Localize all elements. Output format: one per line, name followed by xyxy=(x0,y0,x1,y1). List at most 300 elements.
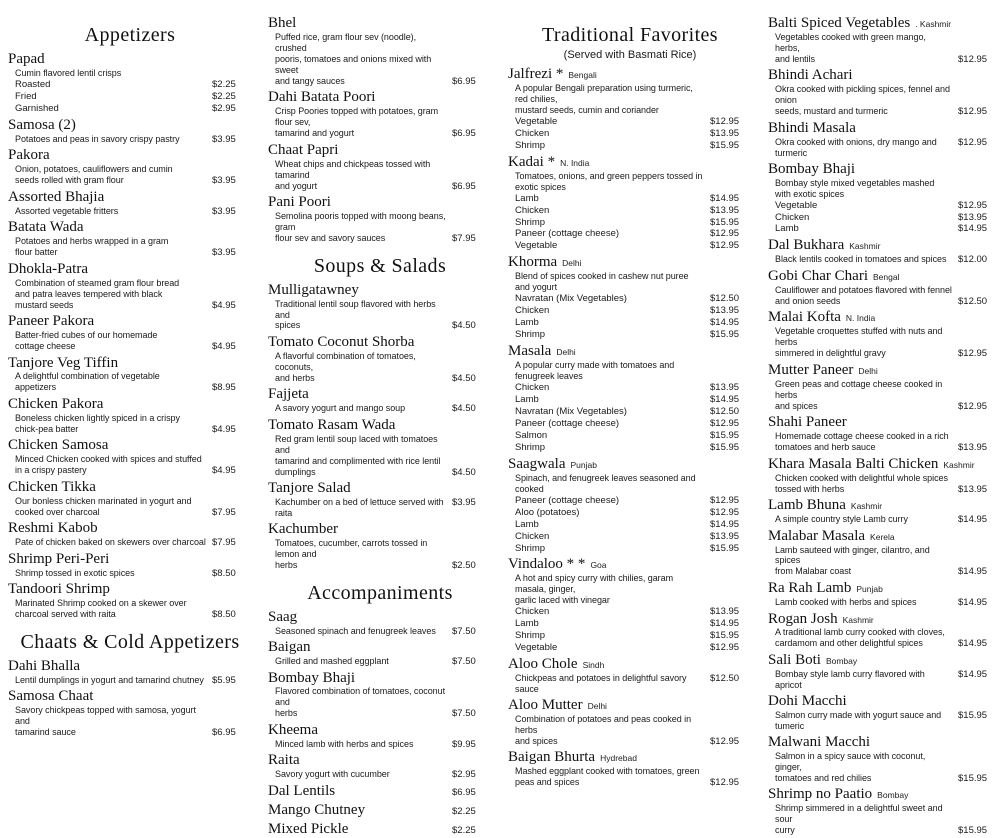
menu-item-description: Our bonless chicken marinated in yogurt and xyxy=(15,495,192,506)
menu-item-option-label: Navratan (Mix Vegetables) xyxy=(515,405,627,417)
menu-item[interactable] xyxy=(768,267,1000,307)
menu-item-description-row xyxy=(268,351,492,373)
menu-item-option-row[interactable] xyxy=(508,430,752,442)
menu-item-title-wrap xyxy=(768,785,908,803)
menu-item[interactable] xyxy=(508,253,752,341)
menu-item-description-row xyxy=(768,473,1000,484)
menu-item-option-row[interactable] xyxy=(508,406,752,418)
menu-item-option-price: $12.95 xyxy=(710,240,740,252)
menu-item-description: herbs xyxy=(275,708,298,719)
menu-item[interactable] xyxy=(508,342,752,454)
menu-item-description-row xyxy=(268,32,492,54)
menu-item-option-row[interactable] xyxy=(508,217,752,229)
menu-item-name: Gobi Char Chari xyxy=(768,267,868,284)
menu-item-description: pooris, tomatoes and onions mixed with sweet xyxy=(275,53,432,75)
menu-item-title-row xyxy=(268,751,492,769)
menu-item-description-row xyxy=(8,382,252,394)
menu-item-option-row[interactable] xyxy=(508,240,752,252)
menu-item-name: Bhindi Masala xyxy=(768,119,856,136)
menu-item-price: $7.95 xyxy=(212,506,236,518)
menu-item-price: $3.95 xyxy=(212,205,236,217)
menu-item-title-row xyxy=(268,141,492,159)
menu-section xyxy=(268,14,492,245)
menu-item-description: Flavored combination of tomatoes, coconut and xyxy=(275,686,446,708)
menu-item[interactable] xyxy=(268,520,492,571)
menu-item-description: A hot and spicy curry with chilies, garam masala, ginger, xyxy=(515,573,674,595)
menu-item-name: Shrimp no Paatio xyxy=(768,786,873,803)
menu-item-name: Tomato Rasam Wada xyxy=(268,416,396,433)
menu-item-price: $4.95 xyxy=(212,423,236,435)
menu-item-description-row xyxy=(268,626,492,638)
menu-item-price: $4.95 xyxy=(212,299,236,311)
menu-item-option-row[interactable] xyxy=(508,543,752,555)
menu-item-description-row xyxy=(768,137,1000,159)
menu-item-price: $7.95 xyxy=(212,537,236,549)
menu-item-option-row[interactable] xyxy=(508,329,752,341)
menu-item-option-row[interactable] xyxy=(508,418,752,430)
menu-item-title-row xyxy=(268,385,492,403)
menu-item-description: flour sev and savory sauces xyxy=(275,233,386,244)
menu-item-description: Mashed eggplant cooked with tomatoes, green xyxy=(515,766,700,777)
menu-item[interactable] xyxy=(768,733,1000,784)
menu-item[interactable] xyxy=(768,651,1000,691)
menu-item-description: tomatoes and herb sauce xyxy=(775,442,876,453)
menu-item-name: Kachumber xyxy=(268,521,338,538)
menu-item-name: Fajjeta xyxy=(268,386,309,403)
menu-item-option-row[interactable] xyxy=(508,305,752,317)
menu-item[interactable] xyxy=(268,751,492,780)
menu-item[interactable] xyxy=(768,455,1000,495)
menu-item-title-row xyxy=(268,333,492,351)
menu-item-price: $4.95 xyxy=(212,340,236,352)
menu-item-description-row xyxy=(768,326,1000,348)
menu-item-description-row xyxy=(508,766,752,777)
menu-item-option-row[interactable] xyxy=(508,140,752,152)
menu-item[interactable] xyxy=(8,478,252,518)
menu-item-price: $4.95 xyxy=(212,465,236,477)
menu-item-option-price: $14.95 xyxy=(710,393,740,405)
menu-item-name: Tomato Coconut Shorba xyxy=(268,334,415,351)
menu-item-title-row xyxy=(268,721,492,739)
menu-item-title-row xyxy=(508,342,752,360)
menu-item-description: mustard seeds, cumin and coriander xyxy=(515,104,659,115)
menu-item-description: Vegetables cooked with green mango, herbs, xyxy=(775,31,926,53)
menu-item-title-row xyxy=(768,236,1000,254)
menu-item-name: Baigan xyxy=(268,639,311,656)
menu-item-title-wrap xyxy=(268,88,375,106)
menu-item-option-label: Chicken xyxy=(515,381,550,393)
menu-item-price: $13.95 xyxy=(958,442,988,454)
menu-item-option-row[interactable] xyxy=(768,200,1000,212)
menu-item-description-row xyxy=(768,638,1000,650)
menu-item[interactable] xyxy=(508,696,752,747)
menu-item-title-wrap xyxy=(508,555,607,573)
menu-item-option-label: Shrimp xyxy=(515,630,546,642)
menu-column-2 xyxy=(260,14,500,837)
menu-item-title-row xyxy=(268,416,492,434)
menu-item-region: Delhi xyxy=(556,347,576,358)
menu-item-description: simmered in delightful gravy xyxy=(775,348,886,359)
menu-item[interactable] xyxy=(768,236,1000,265)
menu-item[interactable] xyxy=(8,146,252,186)
menu-item-name: Samosa Chaat xyxy=(8,688,94,705)
menu-item-description-row xyxy=(768,803,1000,825)
menu-item-title-wrap xyxy=(768,66,853,84)
menu-item-name: Batata Wada xyxy=(8,219,84,236)
menu-item-option-row[interactable] xyxy=(508,442,752,454)
menu-item-description: garlic laced with vinegar xyxy=(515,595,610,606)
menu-item-description: A savory yogurt and mango soup xyxy=(275,403,406,414)
menu-item-title-row xyxy=(768,651,1000,669)
menu-item-description-row xyxy=(508,573,752,595)
menu-item-title-wrap xyxy=(508,748,637,766)
menu-item[interactable] xyxy=(268,141,492,192)
menu-item-description: herbs xyxy=(275,560,298,571)
menu-item-title-row xyxy=(768,308,1000,326)
menu-item-title-wrap xyxy=(268,193,331,211)
menu-item[interactable] xyxy=(268,88,492,139)
menu-item[interactable] xyxy=(768,308,1000,359)
menu-item-name: Kadai * xyxy=(508,153,556,170)
menu-item[interactable] xyxy=(8,312,252,352)
menu-item-name: Lamb Bhuna xyxy=(768,497,846,514)
menu-item[interactable] xyxy=(768,692,1000,732)
menu-item-option-label: Shrimp xyxy=(515,216,546,228)
menu-item-price: $12.95 xyxy=(958,106,988,118)
menu-item-description: tamarind sauce xyxy=(15,727,76,738)
menu-item-description: Potatoes and peas in savory crispy pastry xyxy=(15,133,180,144)
menu-item-price: $7.95 xyxy=(452,233,476,245)
menu-item-title-row xyxy=(8,478,252,496)
menu-item[interactable] xyxy=(268,721,492,750)
menu-item[interactable] xyxy=(268,333,492,384)
menu-item-option-row[interactable] xyxy=(508,128,752,140)
menu-item-option-label: Lamb xyxy=(515,192,539,204)
menu-item[interactable] xyxy=(768,160,1000,236)
menu-item[interactable] xyxy=(768,14,1000,65)
menu-item[interactable] xyxy=(8,354,252,394)
menu-item-description: cottage cheese xyxy=(15,340,76,351)
menu-item-title-wrap xyxy=(768,413,847,431)
menu-item-description-row xyxy=(268,467,492,479)
menu-item[interactable] xyxy=(8,116,252,145)
menu-item-description-row xyxy=(8,454,252,465)
menu-item-option-row[interactable] xyxy=(768,223,1000,235)
menu-item-title-wrap xyxy=(768,496,882,514)
menu-item-option-label: Shrimp xyxy=(515,441,546,453)
menu-item-title-wrap xyxy=(768,308,875,326)
menu-item-description-row xyxy=(508,360,752,382)
menu-item[interactable] xyxy=(768,496,1000,525)
menu-item-description-row xyxy=(768,751,1000,773)
menu-item-description-row xyxy=(8,247,252,259)
menu-item-option-label: Lamb xyxy=(515,393,539,405)
menu-item-description: Boneless chicken lightly spiced in a crispy xyxy=(15,412,180,423)
menu-item-title-wrap xyxy=(268,721,318,739)
menu-item-title-row xyxy=(768,579,1000,597)
menu-item-title-row xyxy=(768,267,1000,285)
menu-item[interactable] xyxy=(8,395,252,435)
menu-item[interactable] xyxy=(8,218,252,258)
menu-item[interactable] xyxy=(8,550,252,579)
menu-item-description: tamarind and complimented with rice lentil xyxy=(275,455,441,466)
menu-item-description: Shrimp simmered in a delightful sweet and sour xyxy=(775,802,943,824)
menu-item-description: Green peas and cottage cheese cooked in herbs xyxy=(775,378,943,400)
menu-item-option-label: Chicken xyxy=(515,606,550,618)
menu-item-name: Saagwala xyxy=(508,455,566,472)
menu-item[interactable] xyxy=(268,669,492,720)
menu-item-title-wrap xyxy=(768,267,899,285)
menu-item-title-row xyxy=(8,580,252,598)
menu-item-option-row[interactable] xyxy=(508,507,752,519)
menu-item[interactable] xyxy=(508,153,752,253)
menu-item-description-row xyxy=(8,164,252,175)
menu-item-title-row xyxy=(508,253,752,271)
menu-item-option-label: Vegetable xyxy=(515,642,558,654)
menu-item-description-row xyxy=(8,537,252,549)
menu-item[interactable] xyxy=(8,50,252,115)
menu-item-option-row[interactable] xyxy=(8,103,252,115)
menu-item-option-row[interactable] xyxy=(8,79,252,91)
menu-item-option-row[interactable] xyxy=(508,293,752,305)
menu-item-region: N. India xyxy=(560,157,590,168)
menu-item-option-price: $12.50 xyxy=(710,405,740,417)
menu-item-title-wrap xyxy=(268,608,297,626)
menu-item-description-row xyxy=(768,597,1000,609)
menu-item-option-price: $13.95 xyxy=(710,381,740,393)
menu-item-title-wrap xyxy=(8,146,50,164)
menu-item-option-row[interactable] xyxy=(508,495,752,507)
menu-item[interactable] xyxy=(768,610,1000,650)
menu-item-price: $2.95 xyxy=(452,769,476,781)
menu-item[interactable] xyxy=(8,260,252,311)
menu-item[interactable] xyxy=(768,66,1000,117)
menu-item-description-row xyxy=(768,32,1000,54)
menu-item-price: $14.95 xyxy=(958,566,988,578)
menu-item-name: Malabar Masala xyxy=(768,527,866,544)
menu-item-option-label: Paneer (cottage cheese) xyxy=(515,494,620,506)
menu-item[interactable] xyxy=(268,782,492,800)
menu-item-price: $13.95 xyxy=(958,483,988,495)
menu-item-description: Seasoned spinach and fenugreek leaves xyxy=(275,625,436,636)
menu-item-option-price: $12.50 xyxy=(710,293,740,305)
menu-item-title-row xyxy=(268,520,492,538)
menu-item-description: Semolina pooris topped with moong beans, gram xyxy=(275,211,446,233)
menu-item-option-label: Shrimp xyxy=(515,329,546,341)
menu-item-option-price: $13.95 xyxy=(710,127,740,139)
menu-item-name: Mixed Pickle xyxy=(268,820,349,837)
menu-item-description: Pate of chicken baked on skewers over charcoal xyxy=(15,537,206,548)
menu-item-description: Batter-fried cubes of our homemade xyxy=(15,329,158,340)
menu-item-description-row xyxy=(8,341,252,353)
menu-item-description: and tangy sauces xyxy=(275,75,345,86)
menu-item[interactable] xyxy=(8,188,252,217)
menu-item-title-wrap xyxy=(768,733,870,751)
menu-item[interactable] xyxy=(508,748,752,788)
menu-item-option-row[interactable] xyxy=(508,116,752,128)
menu-item-description-row xyxy=(768,669,1000,691)
menu-item-description: charcoal served with raita xyxy=(15,609,116,620)
menu-item-option-row[interactable] xyxy=(508,630,752,642)
menu-item-description-row xyxy=(768,442,1000,454)
menu-item-option-price: $13.95 xyxy=(710,606,740,618)
menu-item-name: Khara Masala Balti Chicken xyxy=(768,455,939,472)
menu-item-name: Bhel xyxy=(268,15,297,31)
menu-item-option-price: $12.95 xyxy=(710,642,740,654)
menu-item-option-label: Chicken xyxy=(515,204,550,216)
menu-item-price: $12.00 xyxy=(958,254,988,266)
menu-item[interactable] xyxy=(508,555,752,654)
menu-item-price: $8.95 xyxy=(212,382,236,394)
menu-item[interactable] xyxy=(8,687,252,738)
menu-item[interactable] xyxy=(768,361,1000,412)
menu-item-option-price: $13.95 xyxy=(710,204,740,216)
menu-item-description: chick-pea batter xyxy=(15,423,79,434)
section-subheading: (Served with Basmati Rice) xyxy=(563,49,697,61)
menu-item-name: Dhokla-Patra xyxy=(8,260,88,277)
menu-item-option-row[interactable] xyxy=(508,531,752,543)
menu-item[interactable] xyxy=(268,385,492,414)
menu-item-option-row[interactable] xyxy=(508,193,752,205)
menu-item-title-row xyxy=(268,88,492,106)
menu-item-option-price: $13.95 xyxy=(710,530,740,542)
menu-item-title-row xyxy=(508,655,752,673)
menu-section xyxy=(768,14,1000,837)
menu-item[interactable] xyxy=(268,193,492,244)
menu-item-description-row xyxy=(8,206,252,218)
menu-item[interactable] xyxy=(268,820,492,838)
menu-item[interactable] xyxy=(8,519,252,548)
menu-item-description: A popular curry made with tomatoes and fenugreek leaves xyxy=(515,360,675,381)
menu-item[interactable] xyxy=(268,608,492,637)
menu-item-description: Cumin flavored lentil crisps xyxy=(15,67,122,78)
menu-item-title-wrap xyxy=(508,253,582,271)
menu-item-option-row[interactable] xyxy=(508,394,752,406)
menu-item-option-label: Lamb xyxy=(515,317,539,329)
menu-item-name: Tanjore Veg Tiffin xyxy=(8,354,119,371)
menu-item-description-row xyxy=(8,134,252,146)
menu-item[interactable] xyxy=(268,416,492,478)
menu-item-title-wrap xyxy=(268,820,348,838)
menu-item-title-row xyxy=(768,14,1000,32)
menu-item-option-row[interactable] xyxy=(508,519,752,531)
menu-item[interactable] xyxy=(508,455,752,555)
menu-item-title-row xyxy=(268,638,492,656)
menu-item[interactable] xyxy=(268,479,492,519)
menu-item-price: $6.95 xyxy=(452,180,476,192)
menu-item-option-row[interactable] xyxy=(508,317,752,329)
menu-item-price: $15.95 xyxy=(958,709,988,721)
menu-item-title-row xyxy=(268,820,492,838)
menu-item-option-label: Garnished xyxy=(15,102,59,114)
menu-item[interactable] xyxy=(268,638,492,667)
menu-item-option-row[interactable] xyxy=(508,618,752,630)
menu-item-region: Bombay xyxy=(877,790,909,801)
menu-item-option-row[interactable] xyxy=(8,91,252,103)
menu-item[interactable] xyxy=(268,14,492,87)
menu-item-description-row xyxy=(8,236,252,247)
menu-item-price: $12.95 xyxy=(710,735,740,747)
menu-item-title-row xyxy=(268,801,492,819)
menu-item-name: Baigan Bhurta xyxy=(508,749,596,766)
menu-item-description-row xyxy=(768,566,1000,578)
menu-item[interactable] xyxy=(768,413,1000,453)
menu-item[interactable] xyxy=(8,436,252,476)
menu-item-description-row xyxy=(508,595,752,606)
menu-item-option-row[interactable] xyxy=(768,212,1000,224)
menu-item-name: Papad xyxy=(8,51,45,67)
menu-item-option-label: Vegetable xyxy=(775,199,818,211)
menu-item-title-wrap xyxy=(768,692,847,710)
menu-item-description: Combination of potatoes and peas cooked in herbs xyxy=(515,713,692,735)
menu-item-description: Wheat chips and chickpeas tossed with tamarind xyxy=(275,158,431,180)
menu-item[interactable] xyxy=(768,527,1000,578)
menu-item-region: Kashmir xyxy=(943,459,975,470)
menu-item-title-row xyxy=(8,519,252,537)
menu-item-title-wrap xyxy=(268,385,309,403)
menu-item-title-row xyxy=(268,14,492,32)
menu-item[interactable] xyxy=(268,801,492,819)
menu-item-option-price: $15.95 xyxy=(710,542,740,554)
menu-item-option-row[interactable] xyxy=(508,382,752,394)
menu-item-option-row[interactable] xyxy=(508,228,752,240)
menu-item-name: Sali Boti xyxy=(768,651,821,668)
menu-item-price: $12.50 xyxy=(958,295,988,307)
menu-item-title-row xyxy=(8,395,252,413)
menu-item-title-wrap xyxy=(268,638,311,656)
menu-item-option-row[interactable] xyxy=(508,642,752,654)
menu-item-description-row xyxy=(508,105,752,116)
menu-item-option-label: Paneer (cottage cheese) xyxy=(515,417,620,429)
menu-item-region: Punjab xyxy=(856,584,883,595)
menu-item[interactable] xyxy=(768,579,1000,608)
menu-item-option-price: $14.95 xyxy=(710,618,740,630)
menu-item[interactable] xyxy=(8,580,252,620)
menu-item-title-wrap xyxy=(508,342,576,360)
menu-item[interactable] xyxy=(768,119,1000,159)
menu-column-4 xyxy=(760,14,1008,836)
menu-item-option-label: Chicken xyxy=(515,530,550,542)
menu-item-option-label: Shrimp xyxy=(515,542,546,554)
menu-item-title-row xyxy=(768,692,1000,710)
menu-item-description: spices xyxy=(275,320,301,331)
menu-item[interactable] xyxy=(508,655,752,695)
menu-item-name: Balti Spiced Vegetables xyxy=(768,15,911,31)
menu-item-name: Kheema xyxy=(268,722,318,738)
menu-item-description-row xyxy=(8,278,252,289)
menu-item-name: Vindaloo * * xyxy=(508,556,586,573)
menu-item[interactable] xyxy=(268,281,492,332)
menu-item-option-price: $13.95 xyxy=(710,305,740,317)
menu-item[interactable] xyxy=(8,657,252,686)
menu-item-title-wrap xyxy=(8,116,76,134)
menu-item-description-row xyxy=(768,254,1000,266)
menu-item-description-row xyxy=(8,413,252,424)
menu-item-description: cooked over charcoal xyxy=(15,506,100,517)
menu-item-option-price: $15.95 xyxy=(710,139,740,151)
menu-item-title-row xyxy=(8,116,252,134)
menu-item-option-label: Navratan (Mix Vegetables) xyxy=(515,293,627,305)
menu-item-title-row xyxy=(768,785,1000,803)
menu-item[interactable] xyxy=(508,65,752,152)
menu-item[interactable] xyxy=(768,785,1000,836)
menu-item-description-row xyxy=(768,773,1000,785)
menu-item-option-row[interactable] xyxy=(508,606,752,618)
menu-item-name: Mango Chutney xyxy=(268,801,366,818)
menu-item-option-label: Aloo (potatoes) xyxy=(515,506,580,518)
menu-item-option-row[interactable] xyxy=(508,205,752,217)
menu-item-description: and spices xyxy=(775,400,818,411)
